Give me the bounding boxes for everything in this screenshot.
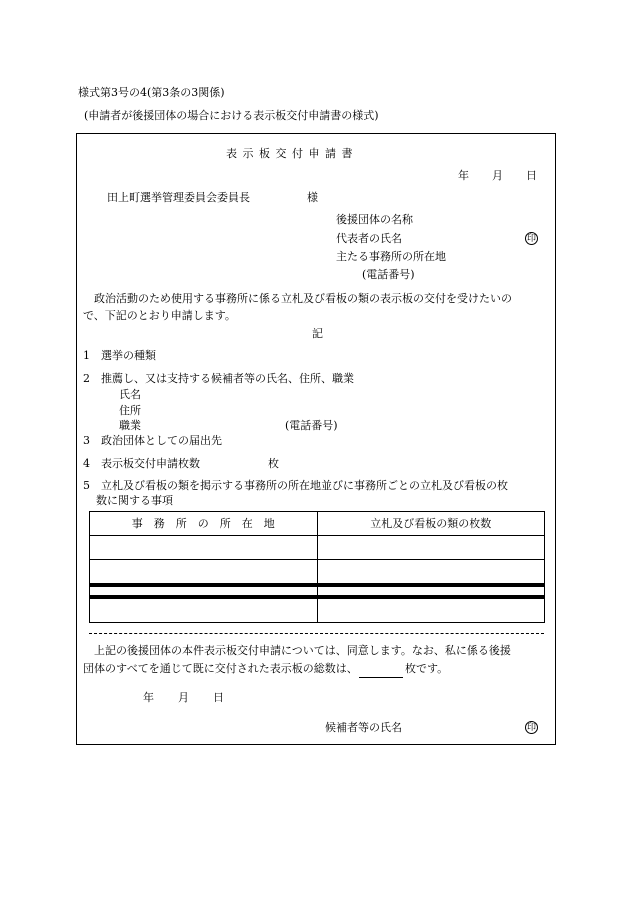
- item-5-line-1: 5 立札及び看板の類を掲示する事務所の所在地並びに事務所ごとの立札及び看板の枚: [83, 479, 508, 492]
- form-number: 様式第3号の4(第3条の3関係): [78, 86, 225, 99]
- table-cell: [317, 597, 545, 623]
- seal-mark: 印: [526, 723, 536, 733]
- table-cell: [90, 597, 318, 623]
- item-2-address-label: 住所: [119, 404, 141, 417]
- item-2-name-label: 氏名: [119, 388, 141, 401]
- table-header-count: 立札及び看板の類の枚数: [317, 512, 545, 536]
- item-2-candidate: 2 推薦し、又は支持する候補者等の氏名、住所、職業: [83, 372, 354, 385]
- table-cell: [90, 560, 318, 586]
- form-subtitle: (申請者が後援団体の場合における表示板交付申請書の様式): [84, 109, 379, 122]
- office-table: [89, 511, 545, 623]
- ki-heading: 記: [312, 327, 323, 340]
- table-header-row: [90, 512, 545, 536]
- item-2-phone-label: (電話番号): [285, 419, 338, 432]
- phone-label: (電話番号): [362, 268, 415, 281]
- table-row: [90, 597, 545, 623]
- office-address-label: 主たる事務所の所在地: [336, 250, 446, 263]
- date-year-label: 年: [458, 169, 469, 182]
- table-header-address: 事 務 所 の 所 在 地: [90, 512, 318, 536]
- table-row: [90, 560, 545, 586]
- org-name-label: 後援団体の名称: [336, 213, 413, 226]
- consent-date-day: 日: [213, 691, 224, 704]
- table-cell: [317, 536, 545, 560]
- candidate-name-label: 候補者等の氏名: [325, 721, 402, 734]
- table-cell: [317, 560, 545, 586]
- item-1-election-type: 1 選挙の種類: [83, 349, 156, 362]
- representative-name-label: 代表者の氏名: [336, 232, 402, 245]
- consent-date-month: 月: [178, 691, 189, 704]
- table-cell: [90, 585, 318, 597]
- item-3-registration: 3 政治団体としての届出先: [83, 434, 222, 447]
- date-month-label: 月: [492, 169, 503, 182]
- date-day-label: 日: [526, 169, 537, 182]
- table-cell: [90, 536, 318, 560]
- seal-mark: 印: [526, 234, 536, 244]
- total-count-blank: [359, 677, 403, 678]
- item-4-count: 4 表示板交付申請枚数: [83, 457, 200, 470]
- addressee: 田上町選挙管理委員会委員長: [107, 191, 250, 204]
- item-5-line-2: 数に関する事項: [96, 494, 173, 507]
- table-row: [90, 536, 545, 560]
- item-4-unit: 枚: [268, 457, 279, 470]
- item-2-occupation-label: 職業: [119, 419, 141, 432]
- honorific: 様: [307, 191, 318, 204]
- consent-text-line-1: 上記の後援団体の本件表示板交付申請については、同意します。なお、私に係る後援: [94, 644, 511, 657]
- form-title: 表 示 板 交 付 申 請 書: [226, 147, 354, 160]
- body-text-line-2: で、下記のとおり申請します。: [83, 309, 236, 322]
- consent-text-line-2b: 枚です。: [405, 662, 449, 675]
- table-cell: [317, 585, 545, 597]
- table-separator-row: [90, 585, 545, 597]
- consent-text-line-2a: 団体のすべてを通じて既に交付された表示板の総数は、: [83, 662, 358, 675]
- body-text-line-1: 政治活動のため使用する事務所に係る立札及び看板の類の表示板の交付を受けたいの: [94, 292, 512, 305]
- consent-date-year: 年: [143, 691, 154, 704]
- dashed-divider: [89, 633, 544, 634]
